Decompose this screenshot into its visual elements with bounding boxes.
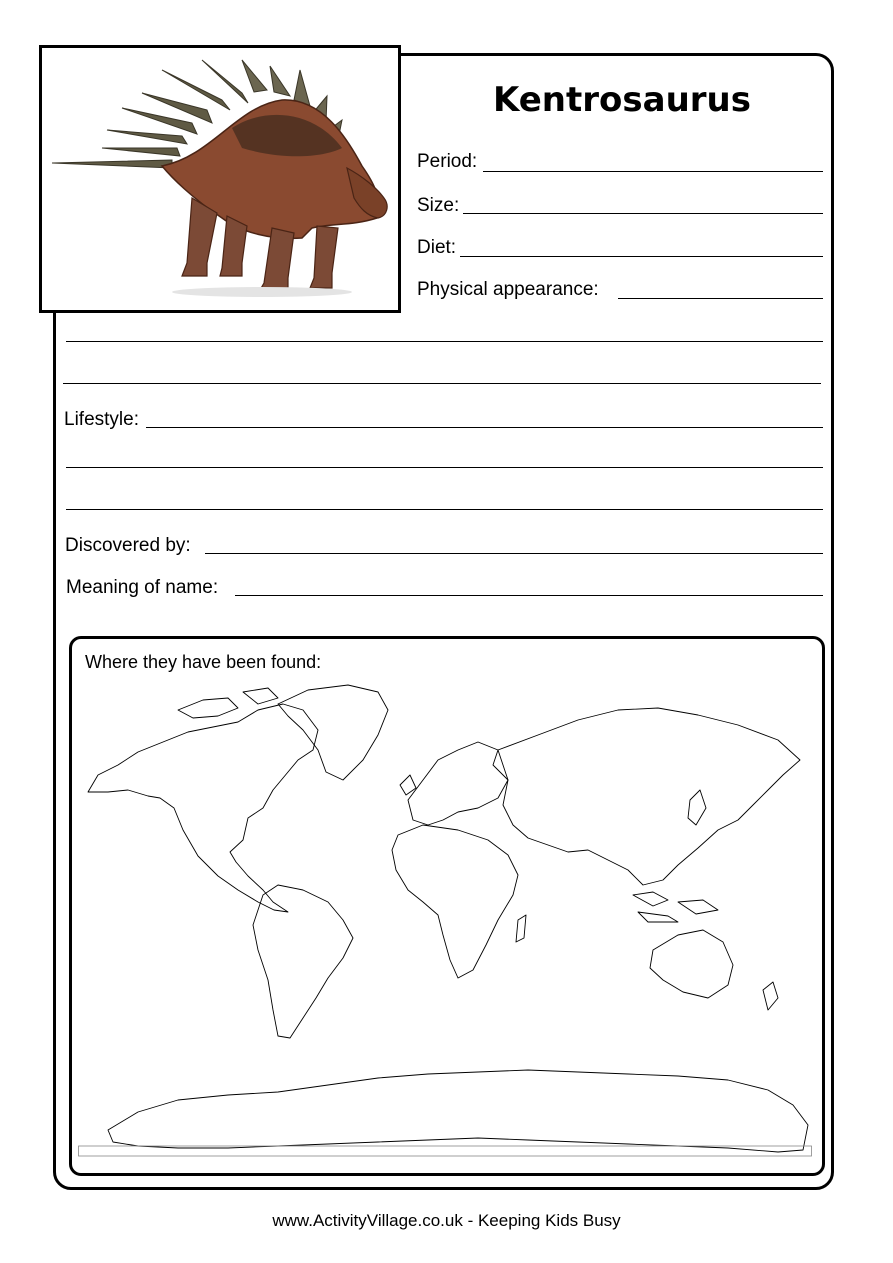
footer-text: www.ActivityVillage.co.uk - Keeping Kids Busy (272, 1211, 621, 1230)
map-label: Where they have been found: (85, 652, 322, 672)
diet-label: Diet: (417, 237, 457, 258)
meaning-of-name-line[interactable] (235, 595, 823, 596)
size-line[interactable] (463, 213, 823, 214)
kentrosaurus-illustration-icon (42, 48, 398, 310)
size-label: Size: (417, 195, 460, 216)
period-label: Period: (417, 151, 478, 172)
blank-line[interactable] (66, 467, 823, 468)
world-map-outline-icon[interactable] (78, 680, 814, 1160)
blank-line[interactable] (66, 341, 823, 342)
lifestyle-line[interactable] (146, 427, 823, 428)
physical-appearance-label: Physical appearance: (417, 279, 599, 300)
page-title: Kentrosaurus (493, 80, 751, 120)
physical-appearance-line[interactable] (618, 298, 823, 299)
period-line[interactable] (483, 171, 823, 172)
meaning-of-name-label: Meaning of name: (66, 577, 219, 598)
dinosaur-photo-frame (39, 45, 401, 313)
discovered-by-line[interactable] (205, 553, 823, 554)
blank-line[interactable] (66, 509, 823, 510)
blank-line[interactable] (63, 383, 821, 384)
diet-line[interactable] (460, 256, 823, 257)
discovered-by-label: Discovered by: (65, 535, 191, 556)
lifestyle-label: Lifestyle: (64, 409, 139, 430)
